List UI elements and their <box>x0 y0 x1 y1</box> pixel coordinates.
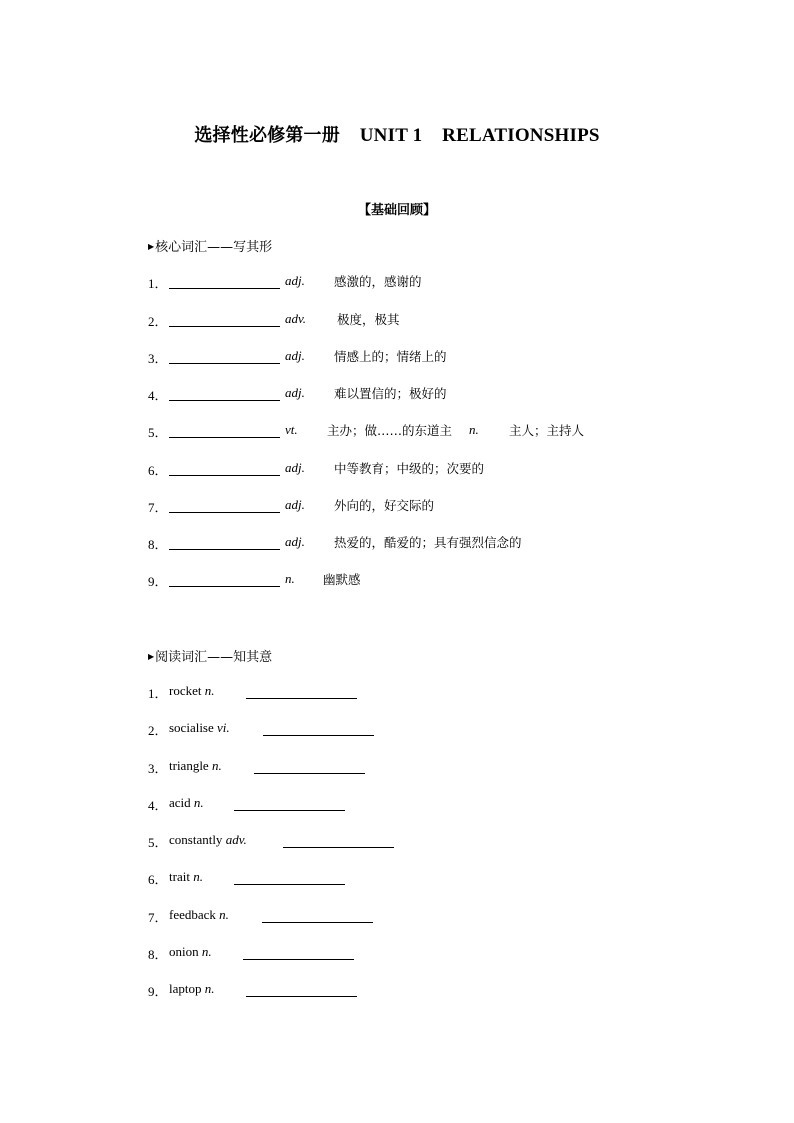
part-of-speech: adj. <box>285 273 305 288</box>
english-word <box>169 758 222 774</box>
english-word <box>169 795 204 811</box>
answer-blank[interactable] <box>283 847 394 848</box>
answer-blank[interactable] <box>263 735 374 736</box>
part-of-speech: adv. <box>285 311 307 326</box>
item-number: 8． <box>148 947 168 962</box>
item-number: 4． <box>148 388 168 403</box>
part-of-speech: adj. <box>285 534 305 549</box>
core-vocab-heading-text: 核心词汇——写其形 <box>155 240 273 255</box>
chinese-meaning: 极度，极其 <box>337 312 400 327</box>
item-number: 2． <box>148 314 168 329</box>
english-word <box>169 944 212 960</box>
english-word <box>169 683 214 699</box>
word-text: laptop <box>169 981 202 996</box>
part-of-speech: vt. <box>285 422 298 437</box>
part-of-speech: adv. <box>225 832 247 847</box>
triangle-marker-icon: ▶ <box>148 242 155 251</box>
answer-blank[interactable] <box>254 773 365 774</box>
english-word <box>169 907 229 923</box>
answer-blank[interactable] <box>262 922 373 923</box>
chinese-meaning: 感激的，感谢的 <box>334 274 422 289</box>
item-number: 5． <box>148 835 168 850</box>
core-vocab-heading <box>148 236 272 255</box>
item-number: 3． <box>148 351 168 366</box>
english-word <box>169 869 203 885</box>
part-of-speech-secondary: n. <box>469 422 479 437</box>
item-number: 6． <box>148 463 168 478</box>
english-word <box>169 720 230 736</box>
word-text: feedback <box>169 907 216 922</box>
english-word <box>169 981 215 997</box>
answer-blank[interactable] <box>169 288 280 289</box>
item-number: 3． <box>148 761 168 776</box>
part-of-speech: n. <box>211 758 222 773</box>
answer-blank[interactable] <box>169 400 280 401</box>
triangle-marker-icon: ▶ <box>148 652 155 661</box>
item-number: 9． <box>148 574 168 589</box>
part-of-speech: n. <box>193 795 204 810</box>
answer-blank[interactable] <box>169 475 280 476</box>
chinese-meaning: 幽默感 <box>323 572 361 587</box>
answer-blank[interactable] <box>169 549 280 550</box>
item-number: 1． <box>148 276 168 291</box>
english-word <box>169 832 247 848</box>
answer-blank[interactable] <box>243 959 354 960</box>
title-unit: UNIT 1 RELATIONSHIPS <box>359 125 600 146</box>
part-of-speech: n. <box>204 981 215 996</box>
word-text: rocket <box>169 683 202 698</box>
chinese-meaning: 情感上的；情绪上的 <box>334 349 447 364</box>
item-number: 6． <box>148 872 168 887</box>
part-of-speech: n. <box>201 944 212 959</box>
part-of-speech: n. <box>285 571 295 586</box>
word-text: constantly <box>169 832 223 847</box>
item-number: 8． <box>148 537 168 552</box>
section-heading: 【基础回顾】 <box>357 203 436 218</box>
word-text: triangle <box>169 758 209 773</box>
answer-blank[interactable] <box>169 326 280 327</box>
answer-blank[interactable] <box>234 884 345 885</box>
part-of-speech: vi. <box>217 720 230 735</box>
item-number: 9． <box>148 984 168 999</box>
answer-blank[interactable] <box>234 810 345 811</box>
answer-blank[interactable] <box>169 363 280 364</box>
word-text: socialise <box>169 720 214 735</box>
title-chinese: 选择性必修第一册 <box>194 125 340 146</box>
chinese-meaning-secondary: 主人；主持人 <box>509 423 585 438</box>
part-of-speech: n. <box>204 683 215 698</box>
part-of-speech: adj. <box>285 385 305 400</box>
part-of-speech: adj. <box>285 348 305 363</box>
item-number: 7． <box>148 910 168 925</box>
answer-blank[interactable] <box>169 437 280 438</box>
chinese-meaning: 主办；做……的东道主 <box>327 423 453 438</box>
reading-vocab-heading <box>148 646 272 665</box>
item-number: 2． <box>148 723 168 738</box>
part-of-speech: adj. <box>285 460 305 475</box>
item-number: 4． <box>148 798 168 813</box>
chinese-meaning: 外向的，好交际的 <box>334 498 435 513</box>
item-number: 5． <box>148 425 168 440</box>
chinese-meaning: 难以置信的；极好的 <box>334 386 447 401</box>
word-text: acid <box>169 795 191 810</box>
chinese-meaning: 热爱的，酷爱的；具有强烈信念的 <box>334 535 522 550</box>
answer-blank[interactable] <box>246 698 357 699</box>
item-number: 7． <box>148 500 168 515</box>
answer-blank[interactable] <box>169 512 280 513</box>
chinese-meaning: 中等教育；中级的；次要的 <box>334 461 485 476</box>
part-of-speech: n. <box>193 869 203 884</box>
reading-vocab-heading-text: 阅读词汇——知其意 <box>155 650 273 665</box>
part-of-speech: n. <box>219 907 229 922</box>
word-text: trait <box>169 869 190 884</box>
answer-blank[interactable] <box>246 996 357 997</box>
page-title <box>0 121 794 147</box>
answer-blank[interactable] <box>169 586 280 587</box>
item-number: 1． <box>148 686 168 701</box>
part-of-speech: adj. <box>285 497 305 512</box>
word-text: onion <box>169 944 199 959</box>
